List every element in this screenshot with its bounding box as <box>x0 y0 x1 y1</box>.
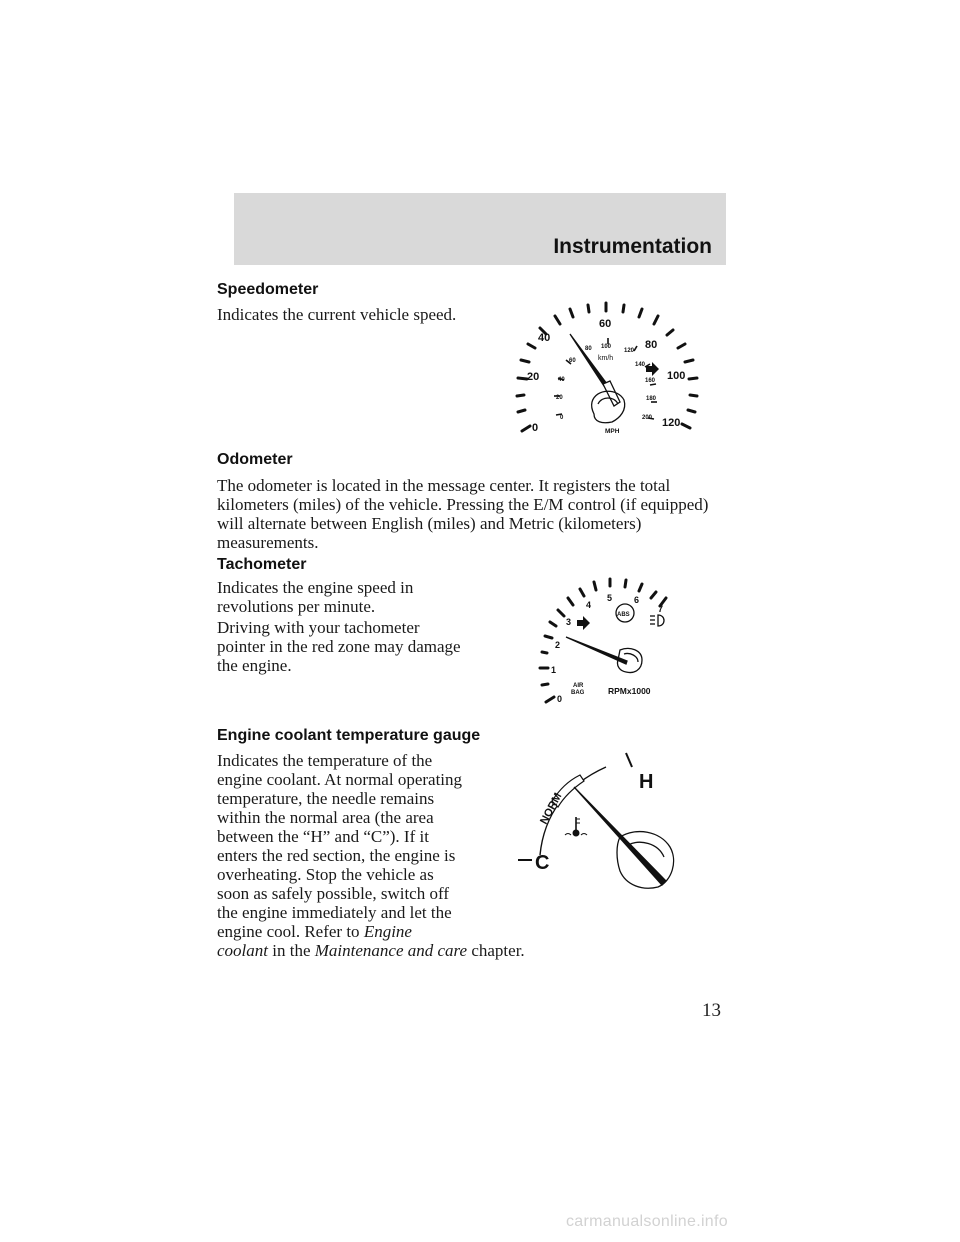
tachometer-needle <box>566 637 642 673</box>
normal-label: NORM <box>538 791 565 827</box>
abs-warning-icon <box>616 604 634 622</box>
speedometer-mph-label: 60 <box>599 318 612 330</box>
page-number: 13 <box>702 1000 721 1021</box>
tachometer-label: 3 <box>566 617 572 627</box>
speedometer-needle <box>570 334 625 423</box>
tachometer-unit: RPMx1000 <box>608 686 651 696</box>
hot-label: H <box>639 771 654 793</box>
speedometer-kmh-label: 140 <box>635 362 646 368</box>
odometer-line: will alternate between English (miles) and Metric (kilometers) <box>217 514 642 533</box>
tachometer-label: 1 <box>551 665 557 675</box>
tachometer-label: 6 <box>634 595 640 605</box>
speedometer-kmh-label: 180 <box>646 396 657 402</box>
speedometer-mph-unit: MPH <box>605 428 620 435</box>
speedometer-kmh-label: 100 <box>601 344 612 350</box>
coolant-line: Indicates the temperature of the <box>217 751 433 770</box>
coolant-line: enters the red section, the engine is <box>217 846 456 865</box>
coolant-ref-suffix: chapter. <box>471 941 525 960</box>
turn-signal-arrow-icon <box>577 616 590 630</box>
coolant-heading: Engine coolant temperature gauge <box>217 727 481 744</box>
watermark: carmanualsonline.info <box>566 1213 728 1230</box>
speedometer-kmh-label: 20 <box>556 395 563 401</box>
tachometer-para1-line: revolutions per minute. <box>217 597 376 616</box>
odometer-line: The odometer is located in the message center. It registers the total <box>217 476 671 495</box>
coolant-ref-line-1 <box>217 922 412 941</box>
airbag-label: AIR <box>573 683 584 689</box>
chapter-title: Instrumentation <box>553 235 712 258</box>
tachometer-label: 0 <box>557 694 563 704</box>
speedometer-mph-label: 100 <box>667 370 686 382</box>
coolant-line: overheating. Stop the vehicle as <box>217 865 434 884</box>
coolant-line: between the “H” and “C”). If it <box>217 827 429 846</box>
speedometer-kmh-label: 0 <box>560 415 564 421</box>
tachometer-label: 5 <box>607 593 613 603</box>
odometer-heading: Odometer <box>217 451 293 468</box>
speedometer-kmh-label: 200 <box>642 415 653 421</box>
tachometer-para2-line: the engine. <box>217 656 292 675</box>
speedometer-heading: Speedometer <box>217 281 319 298</box>
coolant-needle <box>574 787 674 888</box>
tachometer-label: 2 <box>555 640 561 650</box>
hot-mark <box>626 753 632 767</box>
speedometer-inner-ticks <box>554 338 657 419</box>
speedometer-mph-label: 40 <box>538 332 551 344</box>
coolant-line: within the normal area (the area <box>217 808 434 827</box>
speedometer-kmh-unit: km/h <box>598 355 614 362</box>
odometer-line: kilometers (miles) of the vehicle. Pressing the E/M control (if equipped) <box>217 495 709 514</box>
coolant-line: engine coolant. At normal operating <box>217 770 463 789</box>
tachometer-para2-line: pointer in the red zone may damage <box>217 637 461 656</box>
coolant-ref-prefix: engine cool. Refer to <box>217 922 360 941</box>
headlamp-icon <box>650 615 664 626</box>
tachometer-label: 4 <box>586 600 592 610</box>
abs-label: ABS <box>617 612 630 618</box>
coolant-line: temperature, the needle remains <box>217 789 435 808</box>
speedometer-text: Indicates the current vehicle speed. <box>217 305 457 324</box>
speedometer-kmh-label: 160 <box>645 378 656 384</box>
coolant-ref-link-text: coolant <box>217 941 268 960</box>
coolant-ref-chapter: Maintenance and care <box>314 941 468 960</box>
airbag-label: BAG <box>571 690 585 696</box>
speedometer-gauge-illustration <box>500 298 720 438</box>
tachometer-gauge-illustration <box>530 570 680 710</box>
turn-signal-arrow-icon <box>646 362 659 376</box>
coolant-ref-mid: in the <box>272 941 311 960</box>
coolant-temperature-icon <box>565 817 587 836</box>
coolant-line: soon as safely possible, switch off <box>217 884 449 903</box>
tachometer-para2-line: Driving with your tachometer <box>217 618 420 637</box>
speedometer-kmh-label: 120 <box>624 348 635 354</box>
speedometer-mph-label: 0 <box>532 422 539 434</box>
coolant-gauge-illustration <box>510 745 690 895</box>
speedometer-mph-label: 120 <box>662 417 681 429</box>
coolant-ref-link-text: Engine <box>363 922 412 941</box>
tachometer-label: 7 <box>658 604 664 614</box>
speedometer-kmh-label: 60 <box>569 358 576 364</box>
speedometer-mph-label: 20 <box>527 371 540 383</box>
speedometer-kmh-label: 40 <box>558 377 565 383</box>
tachometer-heading: Tachometer <box>217 556 307 573</box>
coolant-line: the engine immediately and let the <box>217 903 452 922</box>
tachometer-para1-line: Indicates the engine speed in <box>217 578 414 597</box>
cold-label: C <box>535 852 550 874</box>
coolant-ref-line-2 <box>217 941 525 960</box>
speedometer-kmh-label: 80 <box>585 346 592 352</box>
odometer-line: measurements. <box>217 533 319 552</box>
speedometer-mph-label: 80 <box>645 339 658 351</box>
chapter-header <box>234 193 726 265</box>
